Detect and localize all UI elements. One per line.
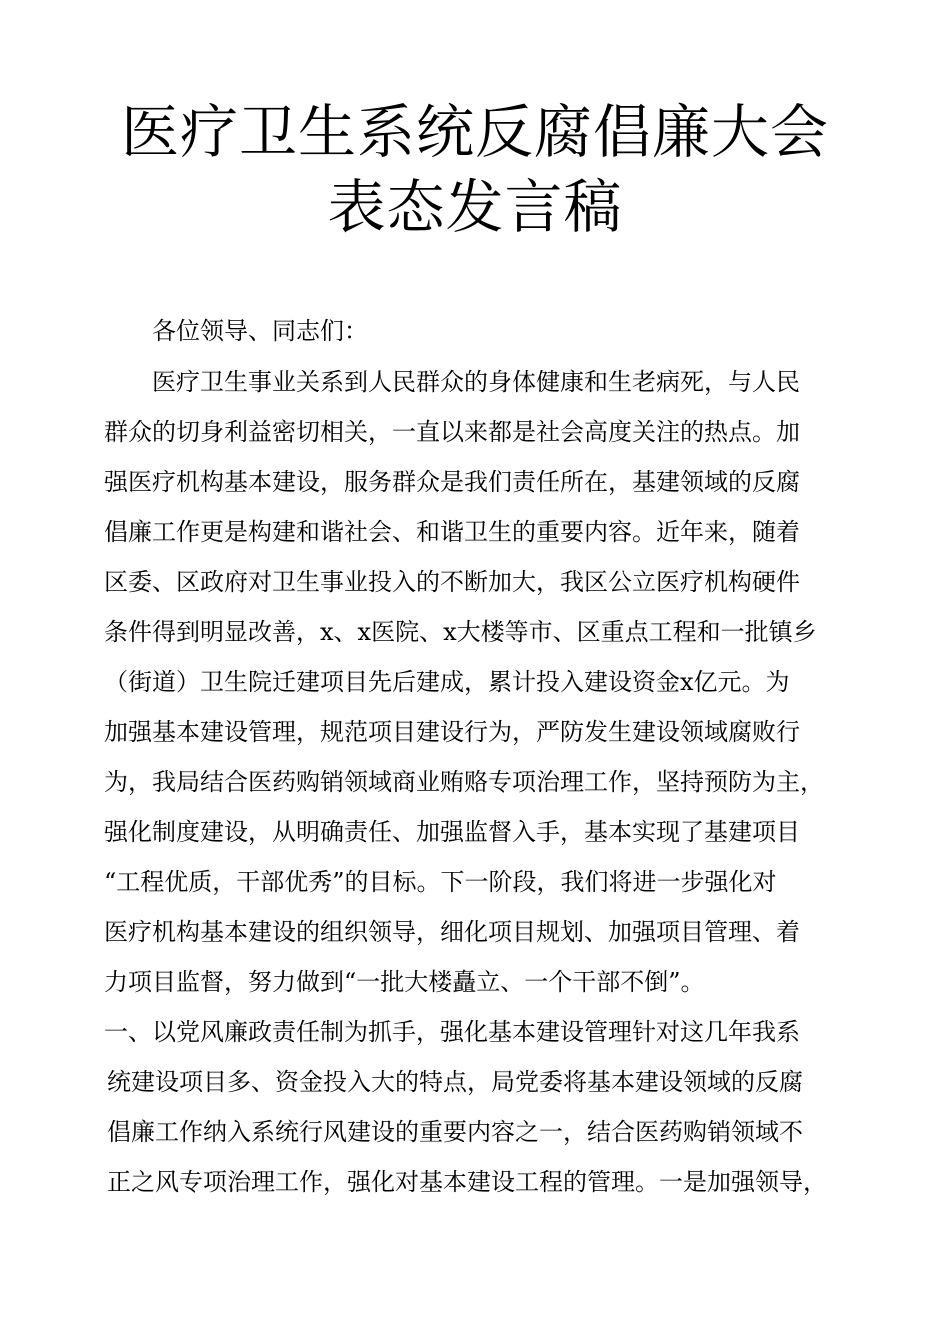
section-line: 倡廉工作纳入系统行风建设的重要内容之一，结合医药购销领域不 (107, 1118, 803, 1146)
section-line: 统建设项目多、资金投入大的特点，局党委将基本建设领域的反腐 (107, 1068, 803, 1096)
body-line: 强医疗机构基本建设，服务群众是我们责任所在，基建领域的反腐 (104, 468, 800, 496)
body-line: 区委、区政府对卫生事业投入的不断加大，我区公立医疗机构硬件 (104, 568, 800, 596)
body-line: 强化制度建设，从明确责任、加强监督入手，基本实现了基建项目 (104, 818, 800, 846)
body-line: 条件得到明显改善，x、x医院、x大楼等市、区重点工程和一批镇乡 (104, 618, 817, 646)
body-line: 群众的切身利益密切相关，一直以来都是社会高度关注的热点。加 (104, 418, 800, 446)
body-line: 为，我局结合医药购销领域商业贿赂专项治理工作，坚持预防为主， (104, 768, 824, 796)
document-title-line-2: 表态发言稿 (327, 173, 623, 241)
section-line: 一、以党风廉政责任制为抓手，强化基本建设管理针对这几年我系 (104, 1018, 800, 1046)
body-line: （街道）卫生院迁建项目先后建成，累计投入建设资金x亿元。为 (104, 668, 790, 696)
salutation: 各位领导、同志们： (152, 317, 368, 345)
body-line: 医疗卫生事业关系到人民群众的身体健康和生老病死，与人民 (152, 368, 800, 396)
body-line: “工程优质，干部优秀”的目标。下一阶段，我们将进一步强化对 (104, 868, 777, 896)
body-line: 力项目监督，努力做到“一批大楼矗立、一个干部不倒”。 (104, 968, 705, 996)
body-line: 倡廉工作更是构建和谐社会、和谐卫生的重要内容。近年来，随着 (104, 518, 800, 546)
document-title-line-1: 医疗卫生系统反腐倡廉大会 (120, 98, 829, 166)
body-line: 加强基本建设管理，规范项目建设行为，严防发生建设领域腐败行 (104, 718, 800, 746)
body-line: 医疗机构基本建设的组织领导，细化项目规划、加强项目管理、着 (104, 918, 800, 946)
section-line: 正之风专项治理工作，强化对基本建设工程的管理。一是加强领导， (107, 1168, 827, 1196)
